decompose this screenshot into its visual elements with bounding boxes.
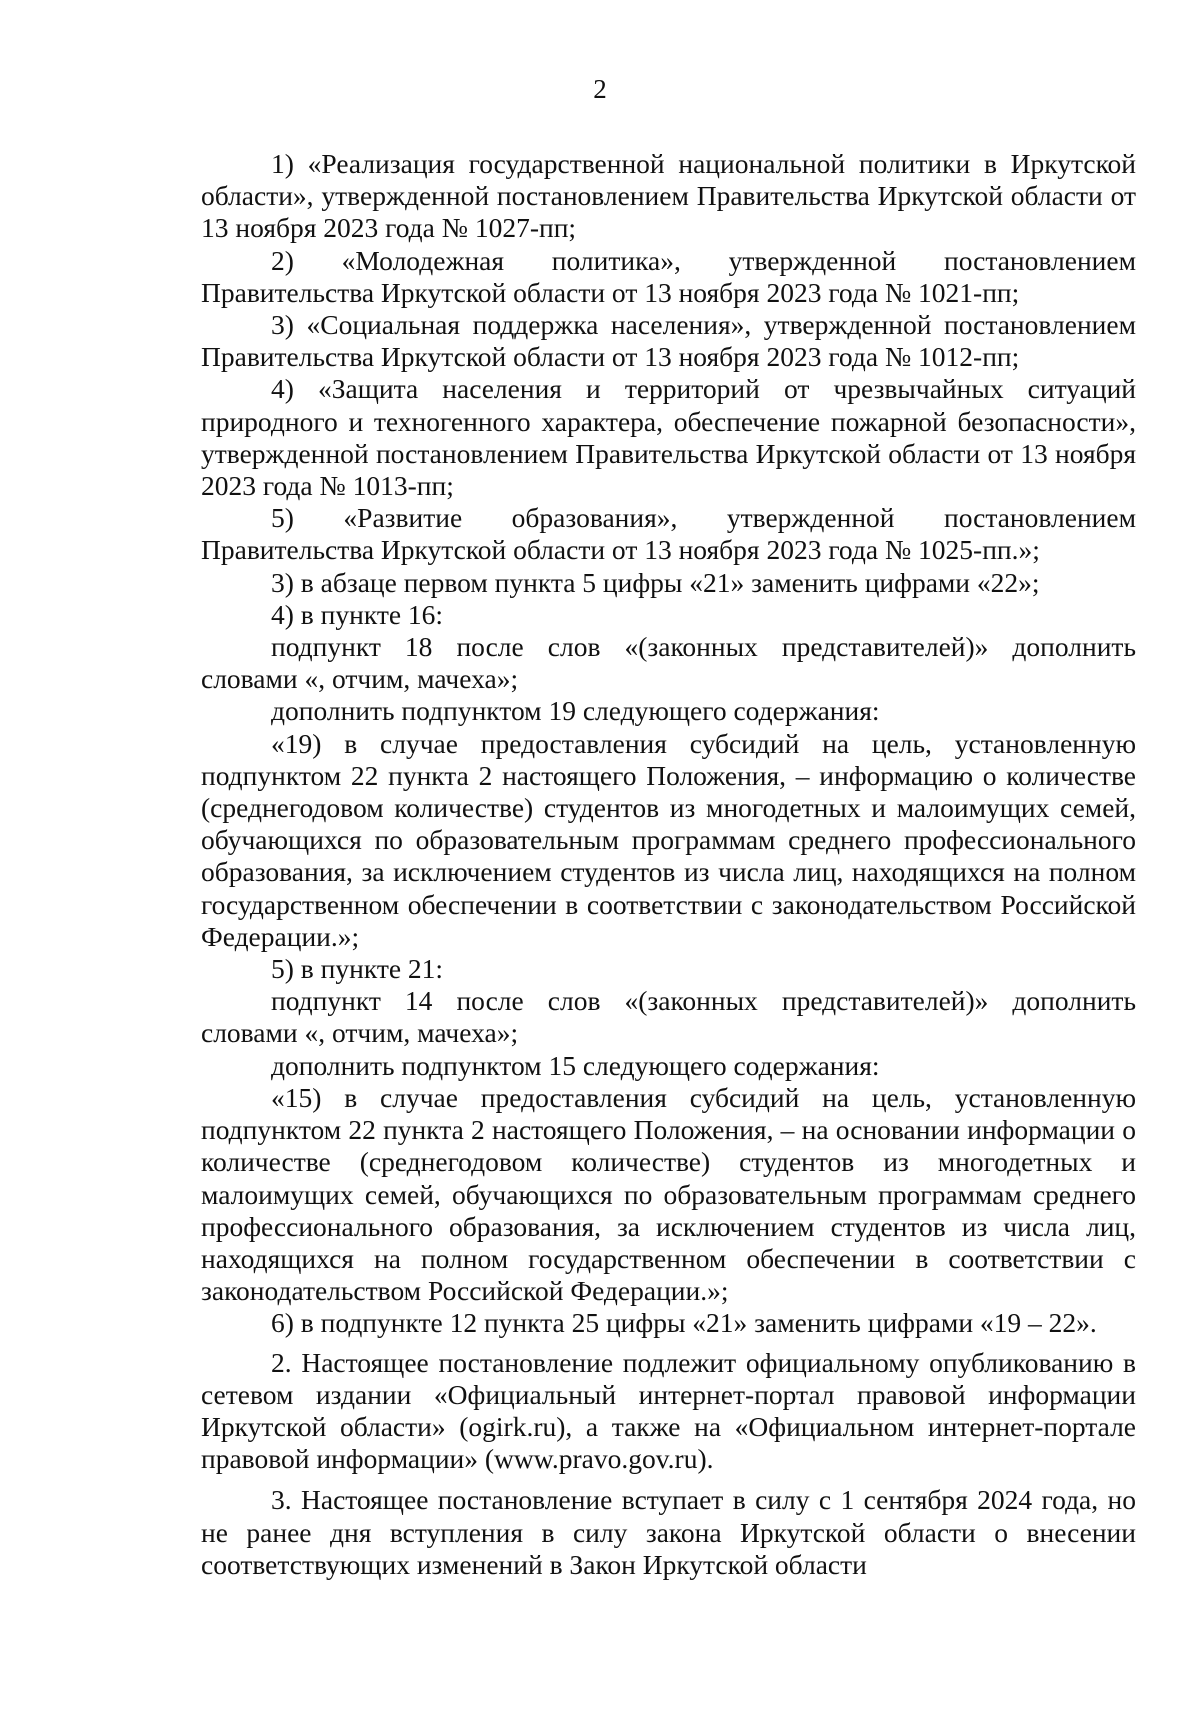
- paragraph-add-subpoint-19: дополнить подпунктом 19 следующего содержания:: [271, 695, 880, 727]
- paragraph-subpoint-15-text: «15) в случае предоставления субсидий на цель, установленную подпунктом 22 пункта 2 настоящего Положения, – на основании информации о количестве (среднегодовом количестве) студентов из многодетных и малоимущих семей, обучающихся по образовательным программам среднего профессионального образования, за исключением студентов из числа лиц, находящихся на полном государственном обеспечении в соответствии с законодательством Российской Федерации.»;: [201, 1081, 1136, 1307]
- paragraph-amendment-3: 3) в абзаце первом пункта 5 цифры «21» заменить цифрами «22»;: [271, 566, 1040, 598]
- paragraph-amendment-6: 6) в подпункте 12 пункта 25 цифры «21» заменить цифрами «19 – 22».: [271, 1307, 1097, 1339]
- paragraph-clause-3: 3. Настоящее постановление вступает в силу с 1 сентября 2024 года, но не ранее дня вступления в силу закона Иркутской области о внесении соответствующих изменений в Закон Иркутской области: [201, 1484, 1136, 1580]
- paragraph-subpoint-18: подпункт 18 после слов «(законных представителей)» дополнить словами «, отчим, мачеха»;: [201, 631, 1136, 695]
- paragraph-program-2: 2) «Молодежная политика», утвержденной постановлением Правительства Иркутской области от 13 ноября 2023 года № 1021-пп;: [201, 244, 1136, 308]
- paragraph-clause-2: 2. Настоящее постановление подлежит официальному опубликованию в сетевом издании «Официальный интернет-портал правовой информации Иркутской области» (ogirk.ru), а также на «Официальном интернет-портале правовой информации» (www.pravo.gov.ru).: [201, 1346, 1136, 1475]
- paragraph-program-1: 1) «Реализация государственной национальной политики в Иркутской области», утвержденной постановлением Правительства Иркутской области от 13 ноября 2023 года № 1027-пп;: [201, 148, 1136, 244]
- paragraph-program-5: 5) «Развитие образования», утвержденной постановлением Правительства Иркутской области от 13 ноября 2023 года № 1025-пп.»;: [201, 502, 1136, 566]
- paragraph-amendment-4: 4) в пункте 16:: [271, 598, 444, 630]
- document-body: [201, 148, 1136, 1581]
- paragraph-subpoint-19-text: «19) в случае предоставления субсидий на цель, установленную подпунктом 22 пункта 2 настоящего Положения, – информацию о количестве (среднегодовом количестве) студентов из многодетных и малоимущих семей, обучающихся по образовательным программам среднего профессионального образования, за исключением студентов из числа лиц, находящихся на полном государственном обеспечении в соответствии с законодательством Российской Федерации.»;: [201, 727, 1136, 952]
- paragraph-program-4: 4) «Защита населения и территорий от чрезвычайных ситуаций природного и техногенного характера, обеспечение пожарной безопасности», утвержденной постановлением Правительства Иркутской области от 13 ноября 2023 года № 1013-пп;: [201, 373, 1136, 502]
- paragraph-amendment-5: 5) в пункте 21:: [271, 953, 444, 985]
- paragraph-program-3: 3) «Социальная поддержка населения», утвержденной постановлением Правительства Иркутской области от 13 ноября 2023 года № 1012-пп;: [201, 309, 1136, 373]
- paragraph-add-subpoint-15: дополнить подпунктом 15 следующего содержания:: [271, 1049, 880, 1081]
- page-number: 2: [593, 74, 607, 104]
- paragraph-subpoint-14: подпункт 14 после слов «(законных представителей)» дополнить словами «, отчим, мачеха»;: [201, 985, 1136, 1049]
